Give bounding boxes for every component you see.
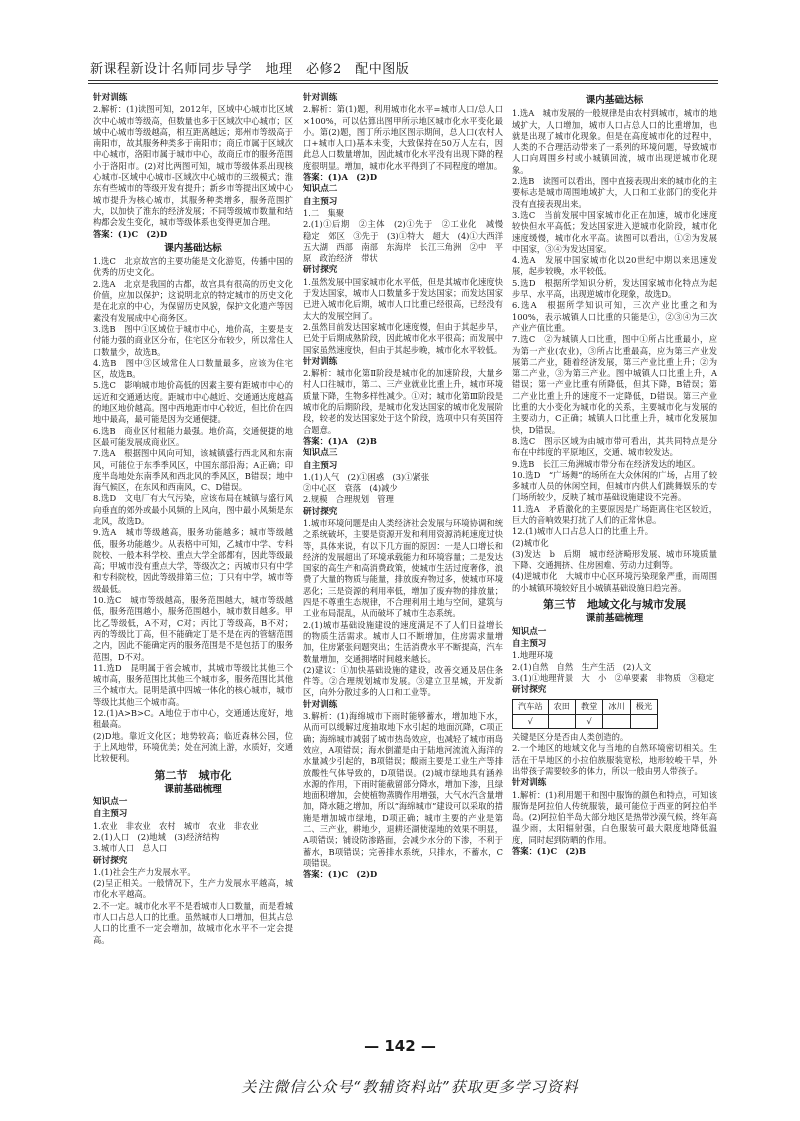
- paragraph: 2.一个地区的地域文化与当地的自然环境密切相关。生活在干旱地区的小拉伯族服装宽松，地形较峻干旱，外出带孩子需要较多的体力，所以一般由男人带孩子。: [512, 743, 717, 776]
- subheading: 自主预习: [512, 638, 547, 649]
- subheading: 知识点二: [303, 184, 338, 195]
- paragraph: 2.虽然目前发达国家城市化速度慢，但由于其起步早，已处于后期成熟阶段，因此城市化水平很高；而发展中国家虽然速度快，但由于其起步晚，城市化水平较低。: [303, 321, 503, 355]
- answer-line: 答案：(1)C (2)D: [93, 228, 168, 239]
- paragraph: 3.选B 图中①区域位于城市中心，地价高，主要是支付能力强的商业区分布，住宅区分布较少，所以常住人口数量少，故选B。: [93, 323, 293, 357]
- header-rule: [88, 80, 718, 81]
- paragraph: 4.选B 图中③区域常住人口数量最多，应该为住宅区，故选B。: [93, 357, 293, 380]
- table-header-cell: 极光: [630, 700, 657, 714]
- paragraph: 12.(1)城市人口占总人口的比重上升。: [512, 526, 654, 537]
- table-cell: √: [575, 714, 602, 728]
- paragraph: 1.城市环境问题是由人类经济社会发展与环境协调和统之系统破坏，主要是资源开发和利用资源消耗速度过快等，具体来说，有以下几方面的原因：一是人口增长和经济的发展超出了环境承载能力和环境容量；二是发达国家的高生产和高消费政策，使城市生活过度奢侈，浪费了大量的物质与能量，排放废弃物过多，使城市环境恶化；三是资源的利用率低，增加了废弃物的排放量；四是不尊重生态规律，不合理利用土地与空间，建筑与工业布局混乱，从而破坏了城市生态系统。: [303, 517, 503, 619]
- subheading: 知识点一: [512, 626, 547, 637]
- paragraph: 3.解析：(1)海绵城市下雨时能够蓄水，增加地下水，从而可以缓解过度抽取地下水引起的地面沉降，C项正确；海绵城市减弱了城市热岛效应，也减轻了城市雨岛效应，A项错误；海水倒灌是由于陆地河流流入海洋的水量减少引起的，B项错误；酸雨主要是工业生产等排放酸性气体导致的，D项错误。(2)城市绿地具有涵养水源的作用，下雨时能截留部分降水，增加下渗，且绿地面积增加，会使植物蒸腾作用增强，大气水汽含量增加，降水随之增加，所以“海绵城市”建设可以采取的措施是增加城市绿地，D项正确；城市主要的产业是第二、三产业，耕地少，退耕还湖使湿地的效果不明显，A项错误；铺设防渗路面，会减少水分的下渗，不利于蓄水，B项错误；完善排水系统，只排水，不蓄水，C项错误。: [303, 711, 503, 868]
- paragraph: 1.解析：(1)利用题干和图中服饰的颜色和特点，可知该服饰是阿拉伯人传统服装，最可能位于西亚的阿拉伯半岛。(2)阿拉伯半岛大部分地区是热带沙漠气候，终年高温少雨，太阳辐射强，白色服装可最大限度地降低温度，同时起到防晒的作用。: [512, 789, 717, 845]
- paragraph: ②中心区 衰落 (4)减少: [303, 483, 398, 494]
- paragraph: 8.选D 文电厂有大气污染，应该布局在城镇与盛行风向垂直的郊外或最小风频的上风向，图中最小风频是东北风，故选D。: [93, 493, 293, 526]
- column-right: [512, 92, 717, 1032]
- subheading: 针对训练: [303, 356, 338, 367]
- answer-line: 答案：(1)A (2)B: [303, 435, 377, 446]
- paragraph: 8.选C 图示区域为由城市带可看出，其共同特点是分布在中纬度的平原地区，交通、城市较发达。: [512, 435, 717, 458]
- paragraph: 3.选C 当前发展中国家城市化正在加速，城市化速度较快但水平高低；发达国家进入逆城市化阶段，城市化速度缓慢，城市化水平高。读图可以看出，①②为发展中国家，③④为发达国家。: [512, 209, 717, 254]
- paragraph: (2)城市化: [512, 537, 549, 548]
- paragraph: 2.(1)人口 (2)地域 (3)经济结构: [93, 832, 220, 842]
- paragraph: 7.选A 根据图中风向可知，该城镇盛行西北风和东南风，可能位于东季季风区，中国东部沿海；A正确；印度半岛地处东南季风和西北风的季风区，B错误；地中海气候区，在东风和西南风，C、D错误。: [93, 448, 293, 493]
- table-header-row: [513, 700, 658, 714]
- subheading: 自主预习: [303, 196, 338, 207]
- column-left: [93, 92, 293, 1032]
- paragraph: 1.(1)社会生产力发展水平。: [93, 866, 196, 877]
- paragraph: 5.选D 根据所学知识分析，发达国家城市化特点为起步早、水平高，出现逆城市化现象，故选D。: [512, 277, 717, 300]
- subheading: 知识点一: [93, 797, 128, 808]
- paragraph: 10.选D “广场舞”的场所在大众休闲的广场，占用了较多城市人员的休闲空间，但城市内供人们跳舞娱乐的专门场所较少，反映了城市基础设施建设不完善。: [512, 469, 717, 503]
- paragraph: 2.(1)自然 自然 生产生活 (2)人文: [512, 661, 652, 672]
- paragraph: 3.(1)①地理背景 大 小 ②单要素 非物质 ③稳定: [512, 672, 715, 683]
- running-header: 新课程新设计名师同步导学 地理 必修2 配中图版: [90, 62, 410, 77]
- paragraph: (3)发达 b 后期 城市经济畸形发展、城市环境质量下降、交通拥挤、住房困难、劳动力过剩等。: [512, 548, 717, 571]
- paragraph: 12.(1)A>B>C。A地位于市中心，交通通达度好，地租最高。: [93, 708, 293, 730]
- table-cell: [630, 714, 657, 728]
- paragraph: 11.选D 昆明属于省会城市，其城市等级比其他三个城市高，服务范围比其他三个城市多，服务范围比其他三个城市大。昆明是滇中四城一体化的核心城市，城市等级比其他三个城市高。: [93, 662, 293, 707]
- paragraph: 关键是区分是否由人类创造的。: [512, 732, 629, 743]
- header-rule-thin: [88, 83, 718, 84]
- paragraph: 6.选A 根据所学知识可知，三次产业比重之和为100%，表示城镇人口比重的只能是①，②③④为三次产业产值比重。: [512, 300, 717, 333]
- paragraph: 6.选B 商业区付租能力最强。地价高，交通便捷的地区最可能发展成商业区。: [93, 425, 293, 447]
- paragraph: 2.(1)①后期 ②主体 (2)①先于 ②工业化 减慢 稳定 郊区 ③先于 (3)①特大 超大 (4)①大西洋 五大湖 西部 南部 东海岸 长江三角洲 ②中 平原 政治经济 带状: [303, 219, 512, 264]
- paragraph: 9.选B 长江三角洲城市带分布在经济发达的地区。: [512, 458, 701, 469]
- subheading: 针对训练: [512, 778, 547, 789]
- subheading: 知识点三: [303, 448, 338, 459]
- paragraph: 4.选A 发展中国家城市化以20世纪中期以来迅速发展，起步较晚，水平较低。: [512, 255, 717, 277]
- subheading: 自主预习: [303, 460, 338, 471]
- paragraph: 2.选A 北京是我国的古都，故宫具有很高的历史文化价值，应加以保护；这说明北京的特定城市的历史文化是在北京的中心，为保留历史风貌，保护文化遗产等因素没有发展成中心商务区。: [93, 278, 293, 323]
- paragraph: 10.选C 城市等级越高，服务范围越大，城市等级越低，服务范围越小，服务范围越小，城市数目越多。甲比乙等级低，A不对，C对；丙比丁等级高，B不对；丙的等级比丁高，但不能确定丁是不是在丙的管辖范围之内，因此不能确定丙的服务范围是不是包括丁的服务范围，D不对。: [93, 595, 293, 662]
- comparison-table: [512, 699, 658, 729]
- paragraph: 1.虽然发展中国家城市化水平低，但是其城市化速度快于发达国家，城市人口数量多于发达国家；而发达国家已进入城市化后期，城市人口比重已经很高，已经没有太大的发展空间了。: [303, 276, 503, 321]
- paragraph: (2)D地。靠近文化区；地势较高；临近森林公园，位于上风地带，环境优美；处在河流上游，水质好，交通比较便利。: [93, 730, 293, 764]
- paragraph: 1.地理环境: [512, 650, 554, 661]
- answer-line: 答案：(1)C (2)B: [512, 846, 587, 856]
- paragraph: 1.选A 城市发展的一般规律是由农村到城市，城市的地域扩大，人口增加，城市人口占总人口的比重增加，也就是出现了城市化现象。但是在高度城市化的过程中，人类的不合理活动带来了一系列的环境问题，导致城市人口向周围乡村或小城镇回流，城市出现逆城市化现象。: [512, 108, 717, 175]
- answer-line: 答案：(1)C (2)D: [303, 869, 378, 880]
- footer-note: 关注微信公众号“教辅资料站”获取更多学习资料: [241, 1078, 579, 1096]
- table-header-cell: 农田: [548, 700, 575, 714]
- paragraph: 2.规模 合理规划 管理: [303, 494, 394, 505]
- paragraph: 9.选A 城市等级越高，服务功能越多；城市等级越低，服务功能越少。从表格中可知，乙城市中学、专科院校、一般本科学校、重点大学全部都有，因此等级最高；甲城市没有重点大学，等级次之；丙城市只有中学和专科院校，因此等级排第三位；丁只有中学，城市等级最低。: [93, 527, 293, 594]
- subheading: 自主预习: [93, 809, 128, 820]
- paragraph: (4)逆城市化 大城市中心区环境污染现象严重，而周围的小城镇环境较好且小城镇基础设施日趋完善。: [512, 571, 717, 593]
- paragraph: 1.二 集聚: [303, 207, 345, 218]
- column-middle: [303, 92, 512, 1032]
- paragraph: 2.解析：(1)读图可知，2012年，区域中心城市比区域次中心城市等级高，但数量也多于区域次中心城市；区域中心城市等级越高，相互距离越远；郑州市等级高于南阳市，故其服务种类多于南阳市；商丘市属于区域次中心城市，洛阳市属于城市中心，故商丘市的服务范围小于洛阳市。(2)对比两图可知，城市等级体系出现核心城市-区域中心城市-区域次中心城市的三级模式；淮东有些城市的等级开发有提升；新乡市等提出区域中心城市提升为核心城市，其服务种类增多，服务范围扩大，以加快了淮东的经济发展；不同等级城市数量和结构都会发生变化，城市等级体系也变得更加合理。: [93, 104, 293, 228]
- section-heading: 课内基础达标: [585, 95, 644, 106]
- paragraph: 1.(1)人气 (2)①困惑 (3)①紧张: [303, 471, 430, 482]
- table-cell: [548, 714, 575, 728]
- subheading: 研讨探究: [93, 855, 128, 866]
- table-header-cell: 汽车站: [513, 700, 549, 714]
- table-header-cell: 教堂: [575, 700, 602, 714]
- paragraph: 2.选B 读图可以看出，图中直接表现出来的城市化的主要标志是城市周围地域扩大，人口和工业部门的变化并没有直接表现出来。: [512, 176, 717, 209]
- subheading: 研讨探究: [303, 265, 338, 276]
- paragraph: 1.农业 非农业 农村 城市 农业 非农业: [93, 820, 259, 831]
- paragraph: 2.解析：城市化第Ⅱ阶段是城市化的加速阶段，大量乡村人口往城市，第二、三产业就业比重上升，城市环境质量下降，生物多样性减少。①对；城市化第Ⅲ阶段是城市化的后期阶段，是城市化发达国家的城市化发展阶段，较老的发达国家处于这个阶段，选项中只有英国符合题意。: [303, 368, 503, 435]
- paragraph: 7.选C ②为城镇人口比重，图中①所占比重最小，应为第一产业(农业)，③所占比重最高，应为第三产业发展第二产业，随着经济发展，第三产业比重上升；②为第二产业，③为第三产业。图中城镇人口比重上升，A错误；第一产业比重有所降低，但其下降，B错误；第二产业比重上升的速度不一定降低，D错误。第三产业比重的大小变化为城市化的关系，主要城市化与发展的主要动力，C正确；城镇人口比重上升，城市化发展加快，D错误。: [512, 334, 717, 435]
- chapter-heading: 第二节 城市化: [154, 768, 232, 782]
- answer-line: 答案：(1)A (2)D: [303, 172, 378, 183]
- paragraph: 2.解析：第(1)题，利用城市化水平=城市人口/总人口×100%，可以估算出图甲所示地区城市化水平变化最小。第(2)题，图丁所示地区图示期间，总人口(农村人口+城市人口)基本未变，大致保持在50万人左右，因此总人口数量增加，因此城市化水平没有出现下降的程度很明显。增加，城市化水平得到了不同程度的增加。: [303, 104, 503, 171]
- subheading: 针对训练: [303, 93, 338, 103]
- paragraph: 5.选C 影响城市地价高低的因素主要有距城市中心的远近和交通通达度。距城市中心越近、交通通达度越高的地区地价越高。图中西地距市中心较近，但比价在四地中最高，最可能是因为交通便捷。: [93, 380, 293, 425]
- section-heading: 课前基础梳理: [164, 783, 222, 795]
- paragraph: 1.选C 北京故宫的主要功能是文化游览，传播中国的优秀的历史文化。: [93, 256, 293, 278]
- table-row: [513, 714, 658, 728]
- paragraph: 2.不一定。城市化水平不是看城市人口数量，而是看城市人口占总人口的比重。虽然城市人口增加，但其占总人口的比重不一定会增加，故城市化水平不一定会提高。: [93, 900, 293, 945]
- table-cell: [603, 714, 630, 728]
- section-heading: 课内基础达标: [164, 242, 222, 254]
- paragraph: 3.城市人口 总人口: [93, 843, 168, 854]
- subheading: 研讨探究: [512, 685, 547, 696]
- subheading: 针对训练: [93, 93, 128, 103]
- subheading: 研讨探究: [303, 506, 338, 517]
- paragraph: 2.(1)城市基础设施建设的速度满足不了人们日益增长的物质生活需求。城市人口不断增加，住房需求量增加，住房紧张问题突出；生活消费水平不断提高，汽车数量增加，交通拥堵时间越来越长。: [303, 619, 503, 664]
- subheading: 针对训练: [303, 699, 338, 710]
- paragraph: (2)建议：①加快基础设施的建设，改善交通及居住条件等。②合理规划城市发展。③建立卫星城，开发新区，向外分散过多的人口和工业等。: [303, 664, 503, 698]
- page-number: — 142 —: [364, 1037, 436, 1055]
- paragraph: 11.选A 矛盾激化的主要原因是广场距离住宅区较近，巨大的音响效果打扰了人们的正常休息。: [512, 503, 717, 525]
- table-header-cell: 冰川: [603, 700, 630, 714]
- table-cell: √: [513, 714, 549, 728]
- section-heading: 课前基础梳理: [585, 613, 644, 625]
- chapter-heading: 第三节 地域文化与城市发展: [543, 598, 686, 612]
- paragraph: (2)呈正相关。一般情况下，生产力发展水平越高，城市化水平越高。: [93, 878, 293, 900]
